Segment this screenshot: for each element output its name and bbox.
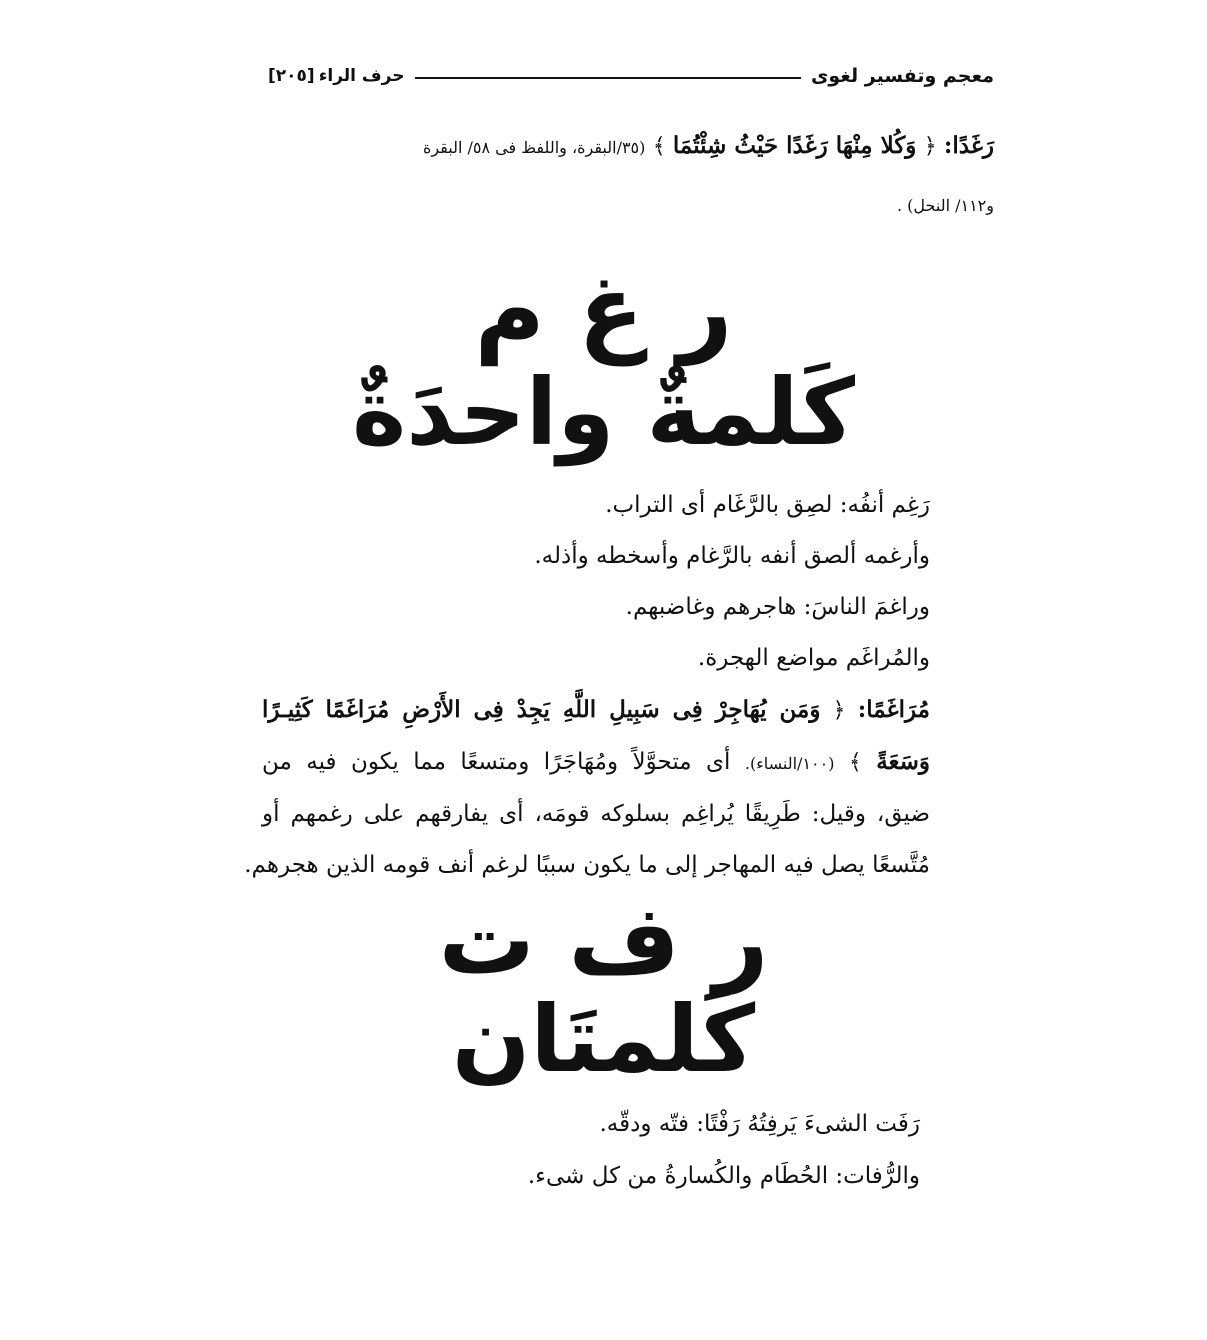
verse-open-bracket: ﴿ bbox=[923, 134, 937, 159]
verse-reference: (١٠٠/النساء). bbox=[744, 754, 835, 773]
root-heading-rft bbox=[0, 884, 1207, 1093]
entry-line: وراغمَ الناسَ: هاجرهم وغاضبهم. bbox=[625, 594, 930, 620]
header-rule bbox=[415, 77, 801, 79]
root-letters: ر غ م bbox=[474, 254, 733, 366]
quran-verse: وَمَن يُهَاجِرْ فِى سَبِيلِ اللَّهِ يَجِدْ فِى الأَرْضِ مُرَاغَمًا كَثِيـرًا bbox=[262, 696, 821, 723]
root-word-count: كَلمتَان bbox=[451, 986, 756, 1093]
verse-reference: (٣٥/البقرة، واللفظ فى ٥٨/ البقرة bbox=[422, 138, 646, 157]
running-header bbox=[268, 56, 994, 96]
head-word: رَغَدًا: bbox=[943, 132, 994, 159]
entry-line bbox=[262, 684, 930, 736]
entry-line: مُتَّسعًا يصل فيه المهاجر إلى ما يكون سببًا لرغم أنف قومه الذين هجرهم. bbox=[244, 852, 930, 878]
entry-line: والرُّفات: الحُطَام والكُسارةُ من كل شىء. bbox=[527, 1163, 920, 1189]
entry-line: رَفَت الشىءَ يَرفِتُهُ رَفْتًا: فتّه ودقّه. bbox=[599, 1111, 920, 1137]
entry-text: أى متحوَّلاً ومُهَاجَرًا ومتسعًا مما يكون فيه من bbox=[262, 749, 731, 775]
root-rft-entries bbox=[480, 1098, 920, 1202]
root-letters: ر ف ت bbox=[438, 884, 769, 996]
entry-line: وأرغمه ألصق أنفه بالرَّغام وأسخطه وأذله. bbox=[534, 543, 930, 569]
root-word-count: كَلمةٌ واحدَةٌ bbox=[351, 359, 856, 466]
entry-raghadan-line-1 bbox=[262, 118, 994, 176]
verse-close-bracket: ﴾ bbox=[652, 134, 666, 159]
book-title: معجم وتفسير لغوى bbox=[810, 65, 994, 87]
verse-open-bracket: ﴿ bbox=[832, 698, 846, 723]
head-word: مُرَاغَمًا: bbox=[857, 696, 930, 723]
verse-reference-cont: و١١٢/ النحل) . bbox=[897, 196, 994, 215]
entry-line: رَغِم أنفُه: لصِق بالرَّغَام أى التراب. bbox=[605, 492, 930, 518]
quran-verse-cont: وَسَعَةً bbox=[876, 748, 931, 775]
page-number: [٢٠٥] bbox=[268, 66, 315, 86]
section-title: حرف الراء bbox=[318, 66, 405, 86]
entry-raghadan bbox=[262, 118, 994, 234]
entry-line: ضيق، وقيل: طَرِيقًا يُراغِم بسلوكه قومَه، أى يفارقهم على رغمهم أو bbox=[262, 801, 930, 827]
root-heading-rgm bbox=[0, 254, 1207, 468]
entry-line bbox=[262, 736, 930, 789]
entry-raghadan-line-2 bbox=[262, 176, 994, 234]
entry-line: والمُراغَم مواضع الهجرة. bbox=[697, 645, 930, 671]
root-rgm-entries bbox=[244, 480, 931, 891]
verse-close-bracket: ﴾ bbox=[848, 750, 862, 775]
quran-verse: وَكُلا مِنْهَا رَغَدًا حَيْثُ شِئْتُمَا bbox=[672, 132, 917, 159]
